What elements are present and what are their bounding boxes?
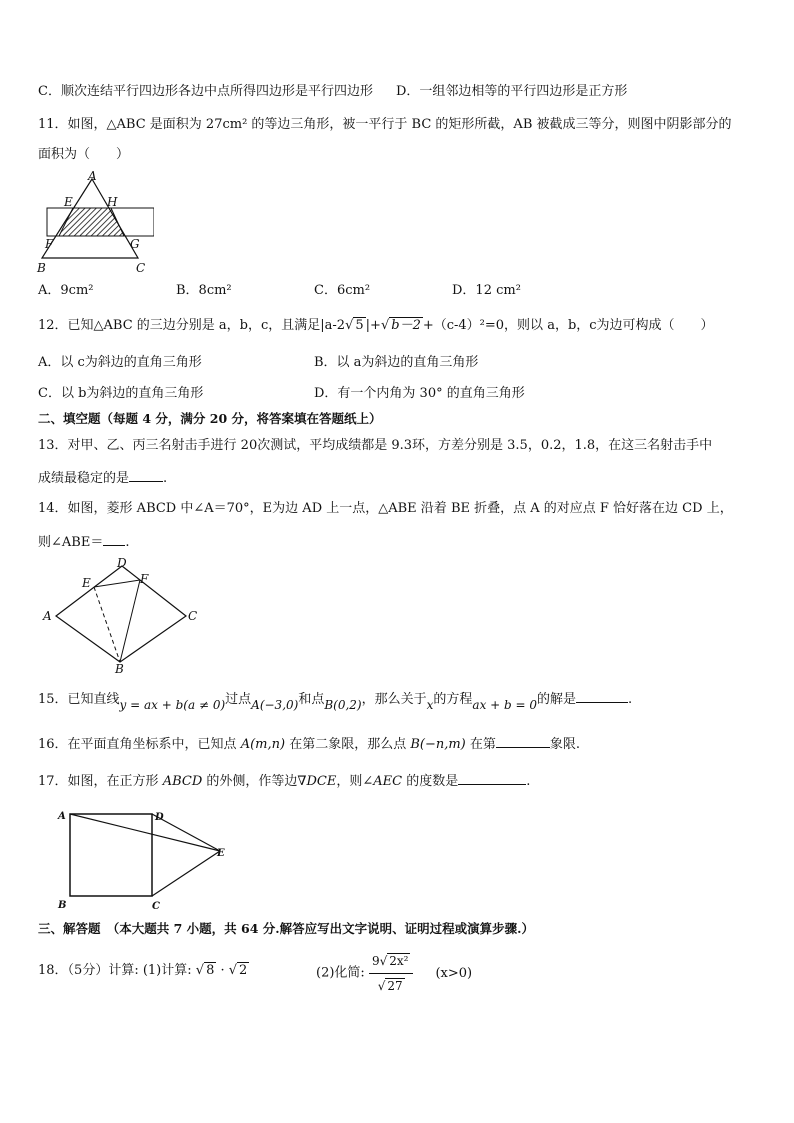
q11-shaded-trapezoid xyxy=(59,208,124,236)
q17-t3: ，则∠ xyxy=(336,774,374,789)
q14-figure xyxy=(40,556,200,676)
q17-t2: 的外侧，作等边 xyxy=(202,774,298,789)
q15-t6: 的解是 xyxy=(537,692,577,707)
q13-answer-blank[interactable] xyxy=(129,467,163,482)
q18-pre: 18．（5分）计算: (1)计算: xyxy=(38,963,196,978)
q16-end: 象限. xyxy=(549,737,581,752)
q11-label-h: H xyxy=(107,195,118,209)
q18-num-radicand: 2x² xyxy=(389,954,409,968)
q18-fraction: $\frac{\text{9√ 2x²}}{√ 27}$ xyxy=(369,950,414,997)
q11-text-line1: 11．如图，△ABC 是面积为 27cm² 的等边三角形，被一平行于 BC 的矩形所截，AB 被截成三等分，则图中阴影部分的 xyxy=(38,117,732,132)
q15-var-x: x xyxy=(426,698,434,712)
q11-option-d: D．12 cm² xyxy=(452,283,521,298)
q17-label-a: A xyxy=(58,811,66,822)
q17-square: ABCD xyxy=(162,774,203,789)
q11-text-line2: 面积为（ ） xyxy=(38,147,130,162)
q14-label-a: A xyxy=(43,609,52,623)
q14-text-line2 xyxy=(38,531,129,552)
q13-text-line2 xyxy=(38,467,167,488)
q11-figure xyxy=(34,168,154,276)
q12-sqrt-b: b－2 xyxy=(391,318,421,333)
q15-eq-2: ax + b = 0 xyxy=(472,698,538,712)
q15-t4: ，那么关于 xyxy=(361,692,427,707)
q16-point-b: B(−n,m) xyxy=(410,737,466,752)
q11-option-a: A．9cm² xyxy=(38,283,94,298)
q14-end: . xyxy=(125,535,130,550)
q17-pre: 17．如图，在正方形 xyxy=(38,774,163,789)
q15-point-b: B(0,2) xyxy=(324,698,362,712)
q17-label-b: B xyxy=(58,900,67,911)
q11-label-a: A xyxy=(88,169,97,183)
q18-sqrt-8: 8 xyxy=(206,963,215,978)
q14-answer-blank[interactable] xyxy=(103,531,125,546)
q12-option-c: C．以 b为斜边的直角三角形 xyxy=(38,386,204,401)
q15-t5: 的方程 xyxy=(433,692,473,707)
q15-answer-blank[interactable] xyxy=(576,688,628,703)
q17-square xyxy=(70,814,152,896)
q14-text-line2-label: 则∠ABE＝ xyxy=(38,535,104,550)
q16-text xyxy=(38,733,580,754)
q15-eq-line: y = ax + b(a ≠ 0) xyxy=(119,698,226,712)
q18-dot: · xyxy=(216,963,229,978)
q17-triangle: ∇DCE xyxy=(297,774,337,789)
q11-option-b: B．8cm² xyxy=(176,283,232,298)
q18-part2-label: (2)化简: xyxy=(316,965,369,981)
q12-sqrt-5: 5 xyxy=(355,318,364,333)
q17-angle: AEC xyxy=(373,774,403,789)
q18-condition: (x>0) xyxy=(435,965,473,981)
q15-pre: 15．已知直线 xyxy=(38,692,120,707)
q14-label-b: B xyxy=(115,662,124,676)
q17-end: . xyxy=(526,774,531,789)
q15-end: . xyxy=(628,692,633,707)
q12-option-a: A．以 c为斜边的直角三角形 xyxy=(38,355,202,370)
q13-end: . xyxy=(163,471,168,486)
q13-text-line1: 13．对甲、乙、丙三名射击手进行 20次测试，平均成绩都是 9.3环，方差分别是 3.5，0.2，1.8，在这三名射击手中 xyxy=(38,438,713,453)
q12-option-d: D．有一个内角为 30° 的直角三角形 xyxy=(314,386,525,401)
q12-text-post: +（c-4）²=0，则以 a，b，c为边可构成（ ） xyxy=(422,318,714,333)
q11-label-b: B xyxy=(37,261,46,275)
q11-label-c: C xyxy=(136,261,146,275)
q16-t3: 在第 xyxy=(465,737,496,752)
q14-label-e: E xyxy=(82,576,91,590)
q17-label-c: C xyxy=(152,901,160,912)
q18-sqrt-2: 2 xyxy=(239,963,248,978)
q16-answer-blank[interactable] xyxy=(496,733,550,748)
q17-line-ce xyxy=(152,851,220,896)
section-2-heading: 二、填空题（每题 4 分，满分 20 分，将答案填在答题纸上） xyxy=(38,411,382,426)
q14-text-line1: 14．如图，菱形 ABCD 中∠A＝70°，E为边 AD 上一点，△ABE 沿着 BE 折叠，点 A 的对应点 F 恰好落在边 CD 上， xyxy=(38,501,733,516)
q14-label-d: D xyxy=(117,556,127,570)
q16-t2: 在第二象限，那么点 xyxy=(285,737,411,752)
q15-text xyxy=(38,688,633,712)
q10-option-c: C．顺次连结平行四边形各边中点所得四边形是平行四边形 xyxy=(38,84,373,99)
q14-rhombus xyxy=(56,566,186,662)
q14-label-f: F xyxy=(140,572,149,586)
q11-label-f: F xyxy=(45,237,54,251)
q18-part2 xyxy=(316,950,472,997)
q15-point-a: A(−3,0) xyxy=(251,698,299,712)
q12-text-pre: 12．已知△ABC 的三边分别是 a，b，c，且满足|a-2 xyxy=(38,318,346,333)
q16-point-a: A(m,n) xyxy=(240,737,286,752)
q11-option-c: C．6cm² xyxy=(314,283,371,298)
q15-t3: 和点 xyxy=(298,692,325,707)
q16-pre: 16．在平面直角坐标系中，已知点 xyxy=(38,737,241,752)
q17-t4: 的度数是 xyxy=(402,774,459,789)
q14-line-ef xyxy=(94,580,140,587)
q12-text-mid: |+ xyxy=(365,318,381,333)
q15-t2: 过点 xyxy=(225,692,252,707)
q17-text xyxy=(38,770,530,791)
q12-option-b: B．以 a为斜边的直角三角形 xyxy=(314,355,479,370)
q10-option-d: D．一组邻边相等的平行四边形是正方形 xyxy=(396,84,628,99)
q11-label-g: G xyxy=(130,237,140,251)
section-3-heading: 三、解答题 （本大题共 7 小题，共 64 分.解答应写出文字说明、证明过程或演算步骤.） xyxy=(38,921,534,936)
q18-den-radicand: 27 xyxy=(387,979,403,993)
q17-figure xyxy=(54,806,240,912)
q18-part1: 18．（5分）计算: (1)计算: √ 8 · √ 2 xyxy=(38,963,248,978)
q11-label-e: E xyxy=(64,195,73,209)
q18-num-coef: 9 xyxy=(371,954,380,968)
q12-text: 12．已知△ABC 的三边分别是 a，b，c，且满足|a-2√ 5 |+√ b－2 +（c-4）²=0，则以 a，b，c为边可构成（ ） xyxy=(38,318,714,333)
q13-text-line2-label: 成绩最稳定的是 xyxy=(38,471,130,486)
q14-label-c: C xyxy=(188,609,198,623)
q14-line-be xyxy=(94,587,120,662)
q17-answer-blank[interactable] xyxy=(458,770,526,785)
q17-label-d: D xyxy=(155,812,164,823)
q17-line-ae xyxy=(70,814,220,851)
q17-label-e: E xyxy=(217,848,225,859)
